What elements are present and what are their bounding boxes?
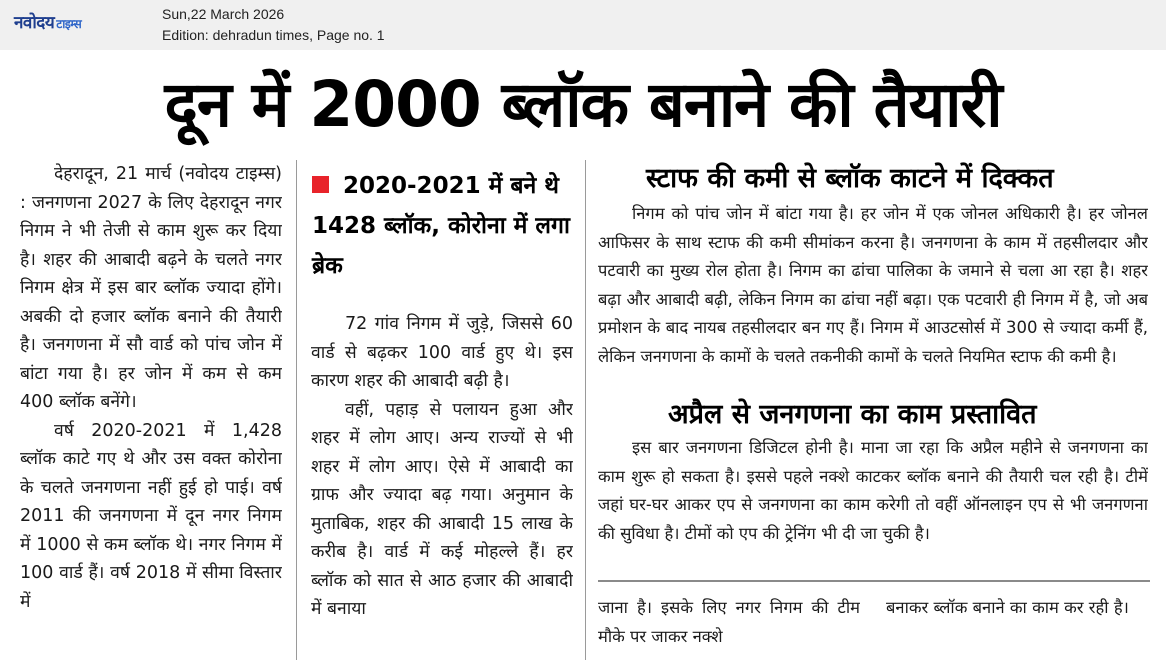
masthead-bar (0, 0, 1166, 50)
paragraph: निगम को पांच जोन में बांटा गया है। हर जोन में एक जोनल अधिकारी है। हर जोनल आफिसर के साथ स्टाफ की कमी सीमांकन करना है। जनगणना के काम में तहसीलदार और पटवारी का मुख्य रोल होता है। निगम का ढांचा पालिका के जमाने से चला आ रहा है। शहर बढ़ा और आबादी बढ़ी, लेकिन निगम का ढांचा नहीं बढ़ा। एक पटवारी ही निगम में है, जो अब प्रमोशन के बाद नायब तहसीलदार बन गए हैं। निगम में आउटसोर्स में 300 से ज्यादा कर्मी हैं, लेकिन जनगणना के कामों के चलते तकनीकी कामों के चलते नियमित स्टाफ की कमी है। (598, 204, 1148, 366)
section-title-april: अप्रैल से जनगणना का काम प्रस्तावित (668, 399, 1037, 430)
section-text-staff (598, 200, 1148, 396)
edition-info (162, 4, 385, 46)
newspaper-logo[interactable] (14, 10, 81, 32)
continuation-column-left (598, 594, 860, 660)
edition-date: Sun,22 March 2026 (162, 6, 285, 22)
paragraph: वहीं, पहाड़ से पलायन हुआ और शहर में लोग आए। अन्य राज्यों से भी शहर में लोग आए। ऐसे में आबादी का ग्राफ और ज्यादा बढ़ गया। अनुमान के मुताबिक, शहर की आबादी 15 लाख के करीब है। वार्ड में कई मोहल्ले हैं। हर ब्लॉक को सात से आठ हजार की आबादी में बनाया (311, 399, 573, 619)
section-title-staff: स्टाफ की कमी से ब्लॉक काटने में दिक्कत (646, 163, 1054, 194)
paragraph: बनाकर ब्लॉक बनाने का काम कर रही है। (886, 598, 1129, 617)
article-headline: दून में 2000 ब्लॉक बनाने की तैयारी (164, 68, 1002, 141)
horizontal-divider (598, 580, 1150, 582)
column-divider (296, 160, 297, 660)
continuation-column-right (886, 594, 1152, 660)
logo-sub: टाइम्स (56, 17, 82, 31)
article-column-1 (20, 160, 282, 660)
column-divider (585, 160, 586, 660)
paragraph: वर्ष 2020-2021 में 1,428 ब्लॉक काटे गए थे और उस वक्त कोरोना के चलते जनगणना नहीं हुई हो पाई। वर्ष 2011 की जनगणना में दून नगर निगम में 1000 से कम ब्लॉक थे। नगर निगम में 100 वार्ड हैं। वर्ष 2018 में सीमा विस्तार में (20, 420, 282, 612)
article-column-2 (311, 310, 573, 660)
section-text-april (598, 434, 1148, 576)
paragraph: इस बार जनगणना डिजिटल होनी है। माना जा रहा कि अप्रैल महीने से जनगणना का काम शुरू हो सकता है। इससे पहले नक्शे काटकर ब्लॉक बनाने की तैयारी चल रही है। टीमें जहां घर-घर आकर एप से जनगणना का काम करेगी तो वहीं ऑनलाइन एप से भी जनगणना की सुविधा है। टीमों को एप की ट्रेनिंग भी दी जा चुकी है। (598, 438, 1148, 543)
sub-headline-text: 2020-2021 में बने थे 1428 ब्लॉक, कोरोना में लगा ब्रेक (312, 173, 570, 279)
red-square-bullet-icon (312, 176, 329, 193)
paragraph: 72 गांव निगम में जुड़े, जिससे 60 वार्ड से बढ़कर 100 वार्ड हुए थे। इस कारण शहर की आबादी बढ़ी है। (311, 314, 573, 391)
logo-main: नवोदय (14, 13, 55, 33)
sub-headline (312, 166, 586, 286)
edition-name: Edition: dehradun times, Page no. 1 (162, 27, 385, 43)
paragraph: जाना है। इसके लिए नगर निगम की टीम मौके पर जाकर नक्शे (598, 598, 860, 646)
paragraph: देहरादून, 21 मार्च (नवोदय टाइम्स) : जनगणना 2027 के लिए देहरादून नगर निगम ने भी तेजी से काम शुरू कर दिया है। शहर की आबादी बढ़ने के चलते नगर निगम क्षेत्र में इस बार ब्लॉक ज्यादा होंगे। अबकी दो हजार ब्लॉक बनाने की तैयारी है। जनगणना में सौ वार्ड को पांच जोन में बांटा गया है। हर जोन में कम से कम 400 ब्लॉक बनेंगे। (20, 164, 282, 412)
